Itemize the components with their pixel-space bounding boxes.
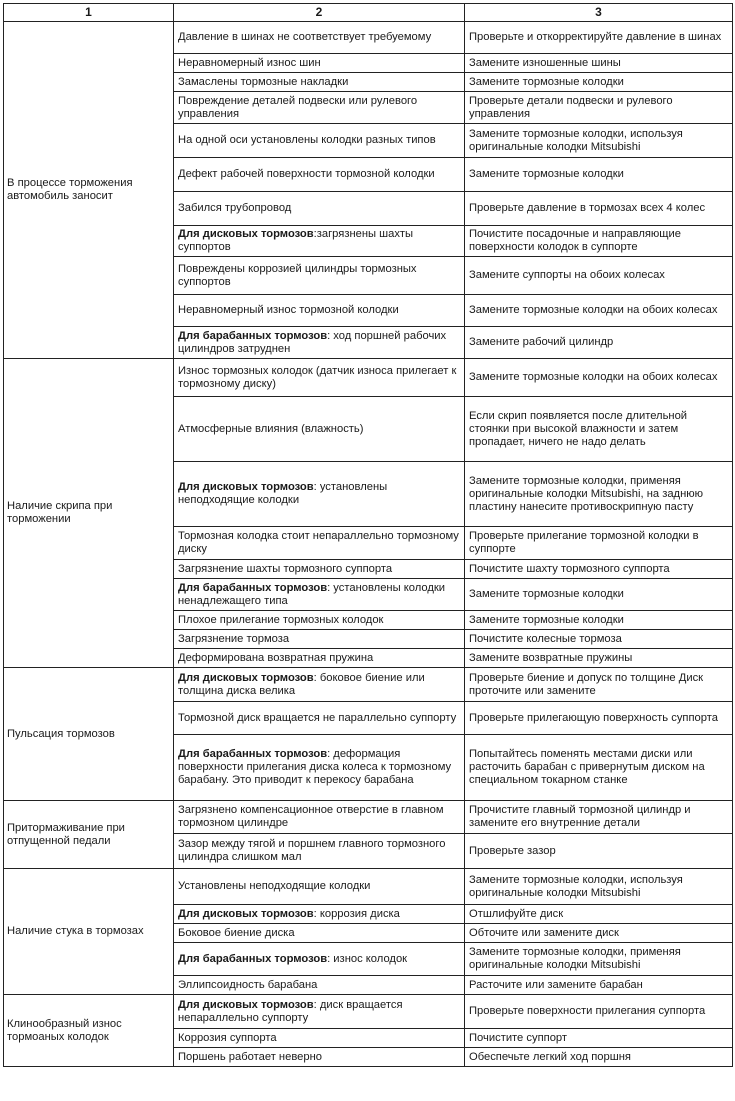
cause-text: Боковое биение диска [178, 926, 295, 939]
cause-cell [174, 702, 465, 735]
cause-cell [174, 295, 465, 327]
cause-cell [174, 735, 465, 801]
remedy-cell: Замените изношенные шины [465, 54, 733, 73]
table-row [4, 359, 733, 397]
cause-text: Повреждение деталей подвески или рулевого управления [178, 94, 418, 120]
cause-text: Коррозия суппорта [178, 1031, 277, 1044]
table-row [4, 869, 733, 905]
cause-cell [174, 869, 465, 905]
remedy-cell: Замените суппорты на обоих колесах [465, 257, 733, 295]
cause-text: : диск вращается непараллельно суппорту [178, 998, 403, 1024]
cause-text: Дефект рабочей поверхности тормозной колодки [178, 168, 435, 180]
table-body [4, 22, 733, 1067]
remedy-cell: Проверьте прилегание тормозной колодки в суппорте [465, 527, 733, 560]
cause-cell [174, 92, 465, 124]
cause-cell [174, 1029, 465, 1048]
cause-text: Плохое прилегание тормозных колодок [178, 613, 384, 626]
brake-type-label: Для дисковых тормозов [178, 998, 314, 1011]
cause-text: : деформация поверхности прилегания диска колеса к тормозному барабану. Это приводит к перекосу барабана [178, 748, 452, 786]
diagnostics-table [3, 3, 733, 1067]
cause-text: Тормозная колодка стоит непараллельно тормозному диску [178, 530, 459, 555]
symptom-cell: Наличие стука в тормозах [4, 869, 174, 995]
remedy-cell: Проверьте биение и допуск по толщине Диск проточите или замените [465, 668, 733, 702]
cause-text: Забился трубопровод [178, 202, 292, 214]
cause-cell [174, 976, 465, 995]
cause-text: : боковое биение или толщина диска велика [178, 671, 425, 697]
cause-text: :загрязнены шахты суппортов [178, 228, 414, 253]
brake-type-label: Для дисковых тормозов [178, 228, 314, 240]
cause-text: На одной оси установлены колодки разных типов [178, 134, 436, 146]
table-row [4, 22, 733, 54]
remedy-cell: Проверьте детали подвески и рулевого управления [465, 92, 733, 124]
cause-cell [174, 668, 465, 702]
cause-cell [174, 801, 465, 834]
cause-text: : ход поршней рабочих цилиндров затруднен [178, 329, 447, 355]
cause-text: Износ тормозных колодок (датчик износа прилегает к тормозному диску) [178, 364, 457, 390]
remedy-cell: Расточите или замените барабан [465, 976, 733, 995]
remedy-cell: Замените тормозные колодки, используя оригинальные колодки Mitsubishi [465, 869, 733, 905]
cause-text: Атмосферные влияния (влажность) [178, 422, 364, 435]
remedy-cell: Почистите суппорт [465, 1029, 733, 1048]
table-row [4, 668, 733, 702]
cause-cell [174, 560, 465, 579]
remedy-cell: Проверьте зазор [465, 834, 733, 869]
cause-text: Поршень работает неверно [178, 1050, 322, 1063]
remedy-cell: Замените тормозные колодки [465, 158, 733, 192]
cause-cell [174, 192, 465, 226]
remedy-cell: Замените тормозные колодки, применяя оригинальные колодки Mitsubishi, на заднюю пластину нанесите противоскрипную пасту [465, 462, 733, 527]
cause-text: Загрязнение тормоза [178, 632, 290, 645]
symptom-cell: Пульсация тормозов [4, 668, 174, 801]
symptom-cell: Наличие скрипа при торможении [4, 359, 174, 668]
remedy-cell: Проверьте давление в тормозах всех 4 колес [465, 192, 733, 226]
cause-cell [174, 834, 465, 869]
cause-text: Загрязнение шахты тормозного суппорта [178, 562, 393, 575]
cause-cell [174, 527, 465, 560]
cause-cell [174, 630, 465, 649]
remedy-cell: Проверьте и откорректируйте давление в шинах [465, 22, 733, 54]
remedy-cell: Проверьте прилегающую поверхность суппорта [465, 702, 733, 735]
cause-text: : установлены колодки ненадлежащего типа [178, 581, 446, 607]
table-row [4, 801, 733, 834]
cause-cell [174, 924, 465, 943]
column-header-2: 2 [174, 4, 465, 22]
cause-cell [174, 397, 465, 462]
cause-text: Повреждены коррозией цилиндры тормозных суппортов [178, 262, 417, 288]
remedy-cell: Обеспечьте легкий ход поршня [465, 1048, 733, 1067]
remedy-cell: Замените тормозные колодки [465, 579, 733, 611]
remedy-cell: Замените тормозные колодки [465, 611, 733, 630]
symptom-cell: Притормаживание при отпущенной педали [4, 801, 174, 869]
cause-cell [174, 226, 465, 257]
remedy-cell: Попытайтесь поменять местами диски или расточить барабан с привернутым диском на специальном токарном станке [465, 735, 733, 801]
cause-cell [174, 995, 465, 1029]
symptom-cell: Клинообразный износ тормоаных колодок [4, 995, 174, 1067]
cause-text: : коррозия диска [313, 907, 400, 920]
cause-cell [174, 943, 465, 976]
cause-text: Неравномерный износ тормозной колодки [178, 304, 399, 316]
cause-text: : износ колодок [327, 952, 408, 965]
cause-cell [174, 257, 465, 295]
cause-text: : установлены неподходящие колодки [178, 481, 388, 506]
remedy-cell: Проверьте поверхности прилегания суппорта [465, 995, 733, 1029]
cause-text: Давление в шинах не соответствует требуемому [178, 31, 432, 43]
remedy-cell: Обточите или замените диск [465, 924, 733, 943]
cause-cell [174, 649, 465, 668]
cause-text: Загрязнено компенсационное отверстие в главном тормозном цилиндре [178, 804, 444, 829]
cause-cell [174, 73, 465, 92]
cause-cell [174, 579, 465, 611]
symptom-cell: В процессе торможения автомобиль заносит [4, 22, 174, 359]
cause-cell [174, 22, 465, 54]
remedy-cell: Почистите колесные тормоза [465, 630, 733, 649]
brake-type-label: Для барабанных тормозов [178, 329, 328, 342]
remedy-cell: Замените возвратные пружины [465, 649, 733, 668]
cause-text: Замаслены тормозные накладки [178, 75, 349, 88]
remedy-cell: Почистите посадочные и направляющие поверхности колодок в суппорте [465, 226, 733, 257]
cause-cell [174, 54, 465, 73]
cause-text: Неравномерный износ шин [178, 56, 321, 69]
remedy-cell: Прочистите главный тормозной цилиндр и замените его внутренние детали [465, 801, 733, 834]
cause-cell [174, 158, 465, 192]
cause-cell [174, 462, 465, 527]
header-row [4, 4, 733, 22]
column-header-1: 1 [4, 4, 174, 22]
brake-type-label: Для дисковых тормозов [178, 907, 314, 920]
cause-text: Деформирована возвратная пружина [178, 651, 374, 664]
cause-text: Тормозной диск вращается не параллельно суппорту [178, 711, 457, 724]
cause-text: Эллипсоидность барабана [178, 978, 318, 991]
cause-cell [174, 327, 465, 359]
cause-cell [174, 124, 465, 158]
remedy-cell: Замените рабочий цилиндр [465, 327, 733, 359]
remedy-cell: Почистите шахту тормозного суппорта [465, 560, 733, 579]
remedy-cell: Замените тормозные колодки на обоих колесах [465, 295, 733, 327]
brake-type-label: Для дисковых тормозов [178, 481, 314, 493]
cause-cell [174, 905, 465, 924]
remedy-cell: Отшлифуйте диск [465, 905, 733, 924]
brake-type-label: Для барабанных тормозов [178, 748, 328, 760]
table-row [4, 995, 733, 1029]
cause-text: Зазор между тягой и поршнем главного тормозного цилиндра слишком мал [178, 838, 446, 863]
cause-cell [174, 359, 465, 397]
remedy-cell: Замените тормозные колодки на обоих колесах [465, 359, 733, 397]
remedy-cell: Замените тормозные колодки, применяя оригинальные колодки Mitsubishi [465, 943, 733, 976]
brake-type-label: Для барабанных тормозов [178, 952, 328, 965]
brake-type-label: Для дисковых тормозов [178, 671, 314, 684]
cause-cell [174, 611, 465, 630]
remedy-cell: Замените тормозные колодки [465, 73, 733, 92]
remedy-cell: Если скрип появляется после длительной стоянки при высокой влажности и затем пропадает, ничего не надо делать [465, 397, 733, 462]
cause-text: Установлены неподходящие колодки [178, 880, 371, 892]
brake-type-label: Для барабанных тормозов [178, 581, 328, 594]
column-header-3: 3 [465, 4, 733, 22]
remedy-cell: Замените тормозные колодки, используя оригинальные колодки Mitsubishi [465, 124, 733, 158]
cause-cell [174, 1048, 465, 1067]
